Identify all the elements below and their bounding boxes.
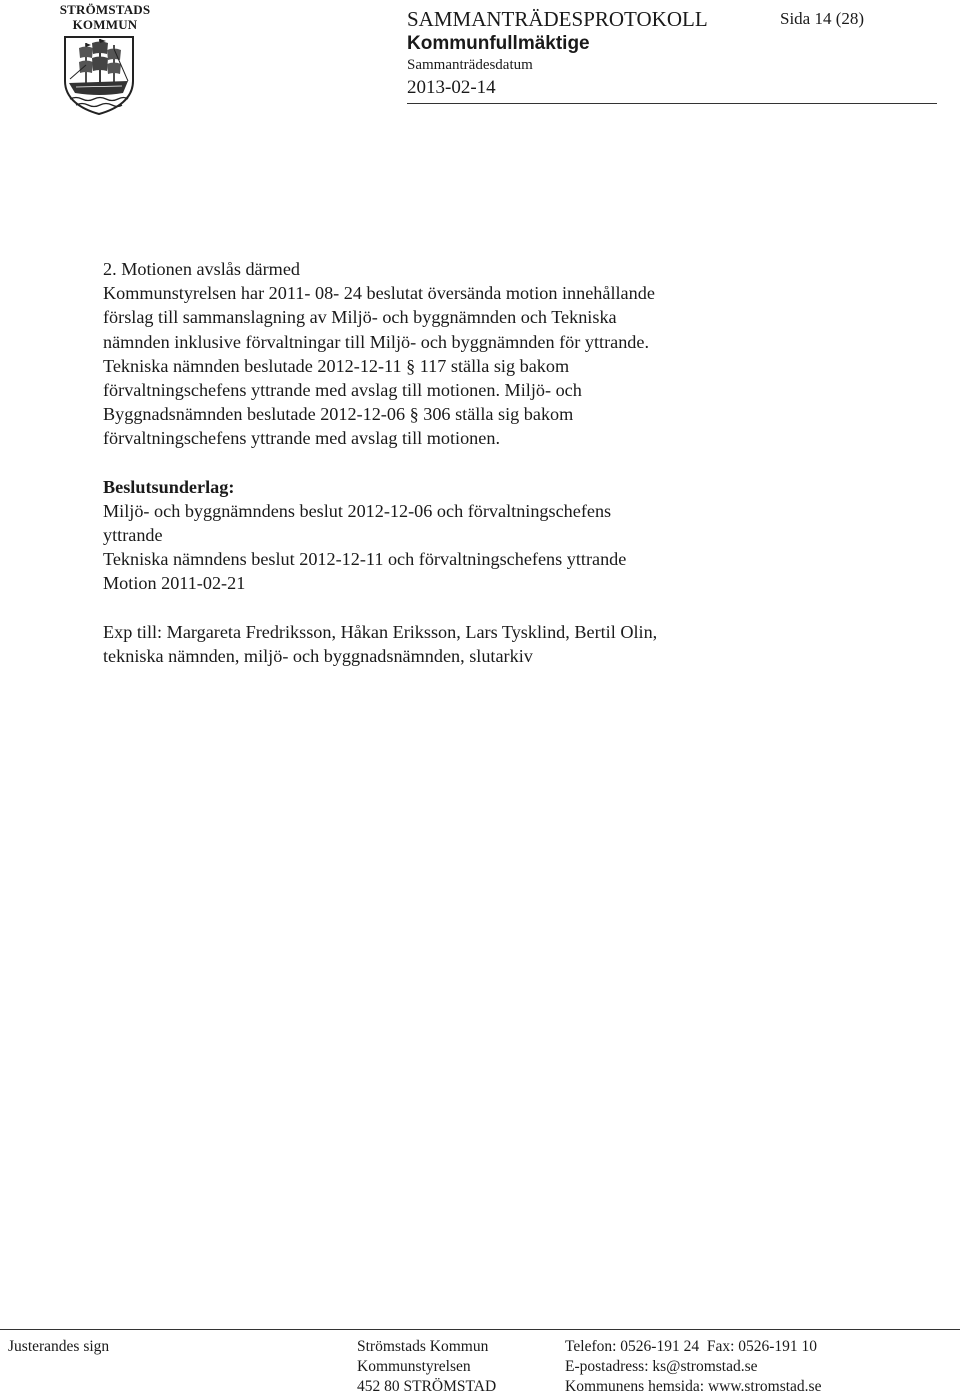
meeting-date-label: Sammanträdesdatum: [407, 57, 533, 73]
text-line: tekniska nämnden, miljö- och byggnadsnämnden, slutarkiv: [103, 645, 533, 666]
text-line: förvaltningschefens yttrande med avslag till motionen.: [103, 428, 500, 449]
text-line: förslag till sammanslagning av Miljö- och byggnämnden och Tekniska: [103, 307, 617, 328]
municipal-coat-of-arms-ship-icon: [62, 35, 136, 117]
text-line: Byggnadsnämnden beslutade 2012-12-06 § 306 ställa sig bakom: [103, 404, 574, 425]
decision-basis-heading: Beslutsunderlag:: [103, 476, 235, 497]
website-label: Kommunens hemsida:: [565, 1378, 705, 1395]
org-name: [50, 2, 160, 32]
address-line: Strömstads Kommun: [357, 1338, 489, 1355]
text-line: förvaltningschefens yttrande med avslag till motionen. Miljö- och: [103, 380, 582, 401]
email-link[interactable]: ks@stromstad.se: [652, 1358, 758, 1375]
header-rule: [407, 103, 937, 104]
document-title: SAMMANTRÄDESPROTOKOLL: [407, 7, 708, 31]
phone-number: Telefon: 0526-191 24: [565, 1338, 700, 1355]
text-line: Tekniska nämnden beslutade 2012-12-11 § 117 ställa sig bakom: [103, 355, 570, 376]
email-label: E-postadress:: [565, 1358, 649, 1375]
email-line: [565, 1357, 821, 1377]
page-number: Sida 14 (28): [780, 9, 865, 28]
text-line: Tekniska nämndens beslut 2012-12-11 och förvaltningschefens yttrande: [103, 549, 627, 570]
footer-address: [357, 1337, 496, 1397]
org-name-line1: STRÖMSTADS: [59, 2, 151, 17]
footer-contact: [565, 1337, 821, 1397]
text-line: Kommunstyrelsen har 2011- 08- 24 beslutat översända motion innehållande: [103, 283, 655, 304]
address-line: 452 80 STRÖMSTAD: [357, 1378, 497, 1395]
text-line: Miljö- och byggnämndens beslut 2012-12-06 och förvaltningschefens: [103, 500, 612, 521]
text-line: Motion 2011-02-21: [103, 573, 246, 594]
text-line: nämnden inklusive förvaltningar till Miljö- och byggnämnden för yttrande.: [103, 331, 650, 352]
decision-basis-section: [103, 475, 823, 596]
website-link[interactable]: www.stromstad.se: [707, 1378, 822, 1395]
phone-fax-line: [565, 1337, 821, 1357]
text-line: Exp till: Margareta Fredriksson, Håkan Eriksson, Lars Tysklind, Bertil Olin,: [103, 621, 658, 642]
footer-rule: [0, 1329, 960, 1330]
address-line: Kommunstyrelsen: [357, 1358, 471, 1375]
website-line: [565, 1377, 821, 1397]
committee-name: Kommunfullmäktige: [407, 33, 590, 54]
distribution-section: [103, 620, 823, 668]
text-line: yttrande: [103, 525, 163, 546]
protocol-body: [103, 257, 823, 668]
meeting-date: 2013-02-14: [407, 77, 496, 98]
org-name-line2: KOMMUN: [72, 17, 138, 32]
fax-number: Fax: 0526-191 10: [706, 1338, 818, 1355]
signature-field-label: Justerandes sign: [8, 1338, 110, 1355]
text-line: 2. Motionen avslås därmed: [103, 259, 300, 279]
motion-paragraph: [103, 257, 823, 451]
